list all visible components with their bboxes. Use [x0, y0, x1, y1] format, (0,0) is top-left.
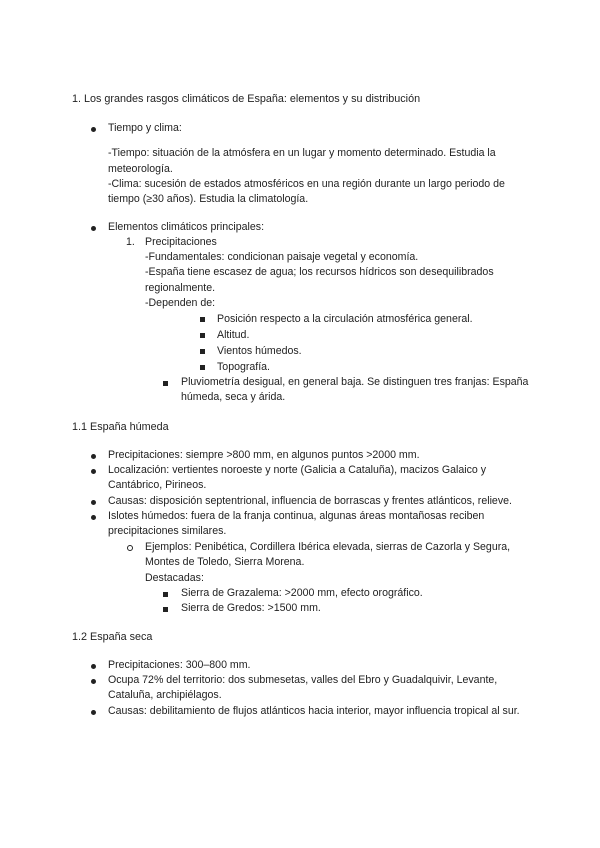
bullet-square-icon [200, 333, 205, 338]
humeda-precip: Precipitaciones: siempre >800 mm, en algunos puntos >2000 mm. [108, 449, 420, 461]
dep-item: Posición respecto a la circulación atmosférica general. [217, 313, 473, 325]
bullet-square-icon [163, 381, 168, 386]
dep-item: Vientos húmedos. [217, 345, 302, 357]
dep-item: Topografía. [217, 361, 271, 373]
section-1-1-heading: 1.1 España húmeda [72, 421, 169, 433]
bullet-dot-icon [91, 454, 96, 459]
def-clima-line-2: tiempo (≥30 años). Estudia la climatología. [108, 193, 309, 205]
humeda-causas: Causas: disposición septentrional, influencia de borrascas y frentes atlánticos, relieve. [108, 495, 512, 507]
humeda-islotes-line-1: Islotes húmedos: fuera de la franja continua, algunas áreas montañosas reciben [108, 510, 485, 522]
def-tiempo-line-1: -Tiempo: situación de la atmósfera en un lugar y momento determinado. Estudia la [108, 147, 496, 159]
humeda-localizacion-line-1: Localización: vertientes noroeste y norte (Galicia a Cataluña), macizos Galaico y [108, 464, 487, 476]
humeda-grazalema: Sierra de Grazalema: >2000 mm, efecto orográfico. [181, 587, 423, 599]
precip-number: 1. [126, 236, 135, 248]
precip-label: Precipitaciones [145, 236, 217, 248]
precip-dependen: -Dependen de: [145, 297, 216, 309]
bullet-dot-icon [91, 679, 96, 684]
section-1-heading: 1. Los grandes rasgos climáticos de España: elementos y su distribución [72, 93, 421, 105]
bullet-dot-icon [91, 500, 96, 505]
dep-item: Altitud. [217, 329, 250, 341]
seca-ocupa-line-2: Cataluña, archipiélagos. [108, 689, 222, 701]
precip-fundamentales: -Fundamentales: condicionan paisaje vegetal y economía. [145, 251, 419, 263]
humeda-islotes-line-2: precipitaciones similares. [108, 525, 227, 537]
precip-escasez-line-1: -España tiene escasez de agua; los recursos hídricos son desequilibrados [145, 266, 494, 278]
bullet-square-icon [163, 607, 168, 612]
seca-causas: Causas: debilitamiento de flujos atlánticos hacia interior, mayor influencia tropical al sur. [108, 705, 520, 717]
humeda-ejemplos-line-1: Ejemplos: Penibética, Cordillera Ibérica elevada, sierras de Cazorla y Segura, [145, 541, 511, 553]
humeda-destacadas: Destacadas: [145, 572, 204, 584]
humeda-ejemplos-line-2: Montes de Toledo, Sierra Morena. [145, 556, 305, 568]
def-tiempo-line-2: meteorología. [108, 163, 173, 175]
humeda-gredos: Sierra de Gredos: >1500 mm. [181, 602, 321, 614]
seca-ocupa-line-1: Ocupa 72% del territorio: dos submesetas, valles del Ebro y Guadalquivir, Levante, [108, 674, 498, 686]
tiempo-clima-item: Tiempo y clima: [108, 122, 182, 134]
def-clima-line-1: -Clima: sucesión de estados atmosféricos en una región durante un largo periodo de [108, 178, 505, 190]
bullet-square-icon [163, 592, 168, 597]
bullet-circle-icon [127, 545, 133, 551]
bullet-dot-icon [91, 710, 96, 715]
precip-escasez-line-2: regionalmente. [145, 282, 216, 294]
bullet-square-icon [200, 365, 205, 370]
bullet-dot-icon [91, 515, 96, 520]
bullet-dot-icon [91, 226, 96, 231]
elementos-item: Elementos climáticos principales: [108, 221, 265, 233]
bullet-square-icon [200, 317, 205, 322]
seca-precip: Precipitaciones: 300–800 mm. [108, 659, 251, 671]
bullet-dot-icon [91, 664, 96, 669]
pluviometria-line-1: Pluviometría desigual, en general baja. Se distinguen tres franjas: España [181, 376, 529, 388]
section-1-2-heading: 1.2 España seca [72, 631, 153, 643]
pluviometria-line-2: húmeda, seca y árida. [181, 391, 286, 403]
bullet-dot-icon [91, 127, 96, 132]
bullet-square-icon [200, 349, 205, 354]
humeda-localizacion-line-2: Cantábrico, Pirineos. [108, 479, 207, 491]
bullet-dot-icon [91, 469, 96, 474]
